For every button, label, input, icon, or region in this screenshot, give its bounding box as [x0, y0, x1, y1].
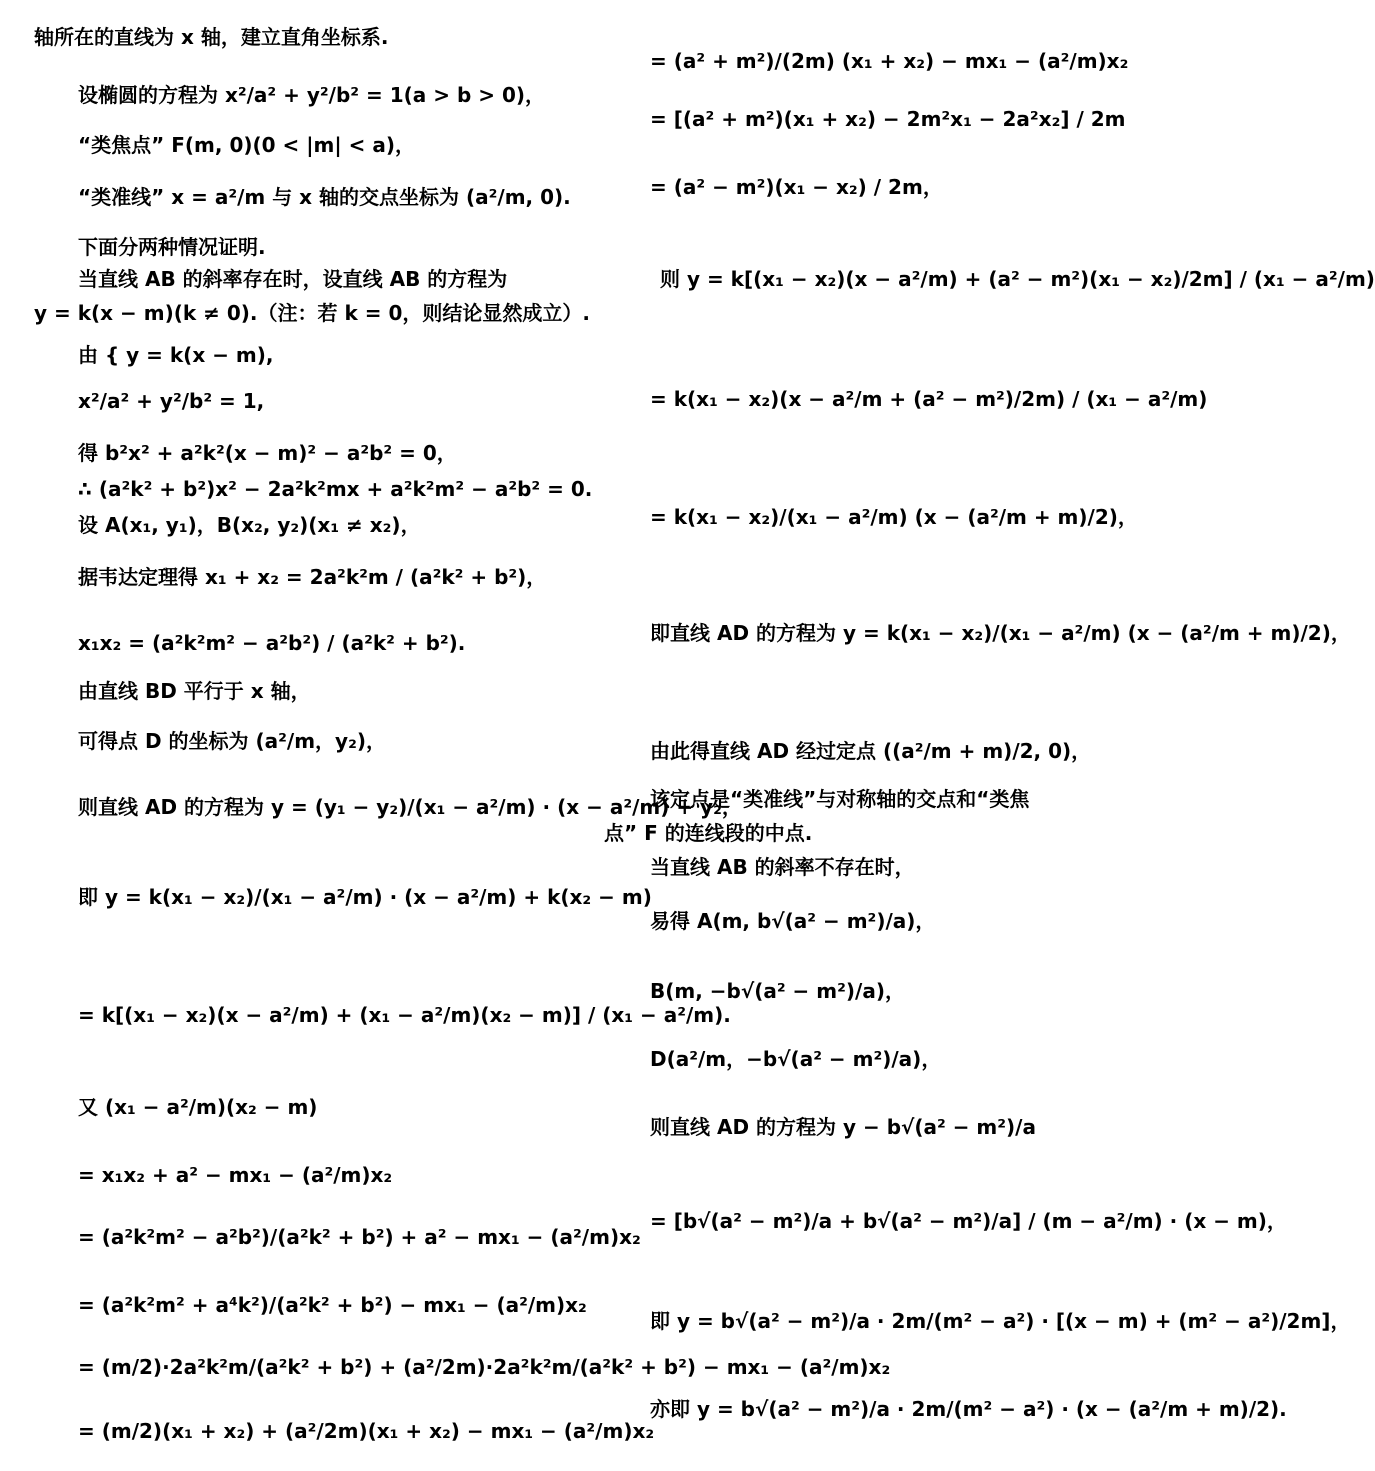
text-line: = (a²k²m² + a⁴k²)/(a²k² + b²) − mx₁ − (a²/m)x₂	[78, 1293, 587, 1317]
text-line: = (a² − m²)(x₁ − x₂) / 2m，	[650, 175, 943, 199]
text-line: 当直线 AB 的斜率存在时，设直线 AB 的方程为	[78, 267, 508, 291]
text-line: 点” F 的连线段的中点.	[604, 821, 813, 845]
text-line: 则直线 AD 的方程为 y = (y₁ − y₂)/(x₁ − a²/m) · (x − a²/m) + y₂，	[78, 795, 742, 819]
text-line: ∴ (a²k² + b²)x² − 2a²k²mx + a²k²m² − a²b² = 0.	[78, 477, 593, 501]
text-line: x₁x₂ = (a²k²m² − a²b²) / (a²k² + b²).	[78, 631, 466, 655]
text-line: 轴所在的直线为 x 轴，建立直角坐标系.	[34, 25, 389, 49]
text-line: = (m/2)·2a²k²m/(a²k² + b²) + (a²/2m)·2a²k²m/(a²k² + b²) − mx₁ − (a²/m)x₂	[78, 1355, 891, 1379]
text-line: 由直线 BD 平行于 x 轴，	[78, 679, 311, 703]
text-line: “类焦点” F(m, 0)(0 < |m| < a)，	[78, 133, 416, 157]
text-line: 设 A(x₁, y₁)，B(x₂, y₂)(x₁ ≠ x₂)，	[78, 513, 421, 537]
text-line: y = k(x − m)(k ≠ 0).（注：若 k = 0，则结论显然成立）.	[34, 301, 590, 325]
text-line: 设椭圆的方程为 x²/a² + y²/b² = 1(a > b > 0)，	[78, 83, 546, 107]
text-line: x²/a² + y²/b² = 1,	[78, 389, 265, 413]
text-line: 可得点 D 的坐标为 (a²/m，y₂)，	[78, 729, 386, 753]
text-line: 由 { y = k(x − m),	[78, 343, 274, 367]
text-line: B(m, −b√(a² − m²)/a)，	[650, 979, 905, 1003]
text-line: 由此得直线 AD 经过定点 ((a²/m + m)/2, 0)，	[650, 739, 1092, 763]
text-line: = k[(x₁ − x₂)(x − a²/m) + (x₁ − a²/m)(x₂ − m)] / (x₁ − a²/m).	[78, 1003, 731, 1027]
text-line: = (m/2)(x₁ + x₂) + (a²/2m)(x₁ + x₂) − mx₁ − (a²/m)x₂	[78, 1419, 655, 1443]
text-line: = (a²k²m² − a²b²)/(a²k² + b²) + a² − mx₁ − (a²/m)x₂	[78, 1225, 641, 1249]
text-line: 易得 A(m, b√(a² − m²)/a)，	[650, 909, 936, 933]
text-line: = k(x₁ − x₂)(x − a²/m + (a² − m²)/2m) / (x₁ − a²/m)	[650, 387, 1208, 411]
text-line: 即直线 AD 的方程为 y = k(x₁ − x₂)/(x₁ − a²/m) (x − (a²/m + m)/2)，	[650, 621, 1351, 645]
text-line: 又 (x₁ − a²/m)(x₂ − m)	[78, 1095, 318, 1119]
text-line: 据韦达定理得 x₁ + x₂ = 2a²k²m / (a²k² + b²)，	[78, 565, 547, 589]
text-line: = k(x₁ − x₂)/(x₁ − a²/m) (x − (a²/m + m)/2)，	[650, 505, 1138, 529]
text-line: 则 y = k[(x₁ − x₂)(x − a²/m) + (a² − m²)(x₁ − x₂)/2m] / (x₁ − a²/m)	[660, 267, 1375, 291]
text-line: = (a² + m²)/(2m) (x₁ + x₂) − mx₁ − (a²/m)x₂	[650, 49, 1129, 73]
text-line: = [b√(a² − m²)/a + b√(a² − m²)/a] / (m − a²/m) · (x − m)，	[650, 1209, 1287, 1233]
text-line: 下面分两种情况证明.	[78, 235, 266, 259]
text-line: = [(a² + m²)(x₁ + x₂) − 2m²x₁ − 2a²x₂] / 2m	[650, 107, 1126, 131]
text-line: 该定点是“类准线”与对称轴的交点和“类焦	[650, 787, 1030, 811]
text-line: 即 y = b√(a² − m²)/a · 2m/(m² − a²) · [(x − m) + (m² − a²)/2m]，	[650, 1309, 1351, 1333]
text-line: = x₁x₂ + a² − mx₁ − (a²/m)x₂	[78, 1163, 393, 1187]
text-line: 得 b²x² + a²k²(x − m)² − a²b² = 0，	[78, 441, 457, 465]
text-line: D(a²/m，−b√(a² − m²)/a)，	[650, 1047, 942, 1071]
text-line: 则直线 AD 的方程为 y − b√(a² − m²)/a	[650, 1115, 1036, 1139]
text-line: “类准线” x = a²/m 与 x 轴的交点坐标为 (a²/m, 0).	[78, 185, 571, 209]
text-line: 当直线 AB 的斜率不存在时，	[650, 855, 915, 879]
text-line: 亦即 y = b√(a² − m²)/a · 2m/(m² − a²) · (x − (a²/m + m)/2).	[650, 1397, 1287, 1421]
text-line: 即 y = k(x₁ − x₂)/(x₁ − a²/m) · (x − a²/m) + k(x₂ − m)	[78, 885, 652, 909]
